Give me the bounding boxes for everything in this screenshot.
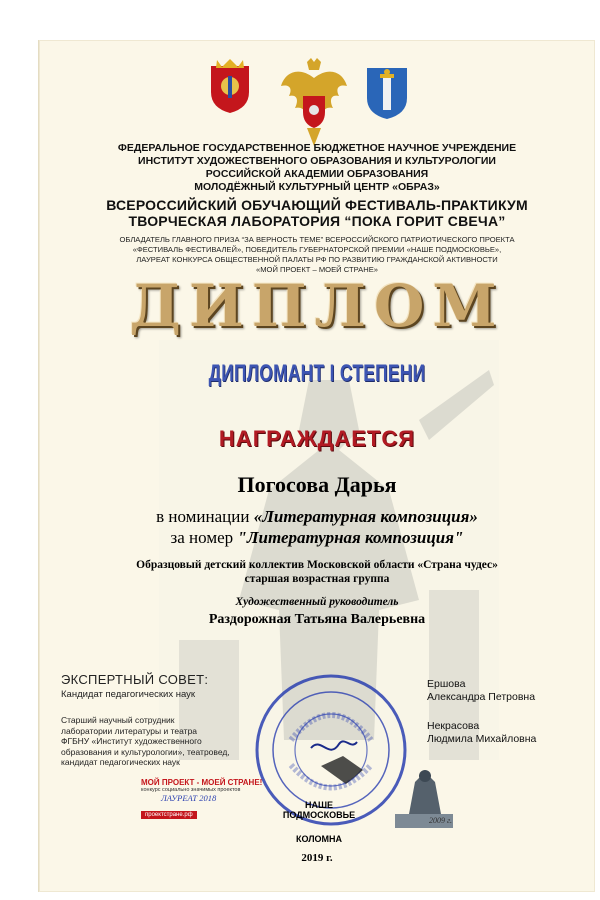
nomination-line [39, 507, 595, 527]
member2-title-line: образования и культурологии», театровед, [61, 746, 230, 757]
leader-label: Художественный руководитель [235, 596, 399, 608]
institution-line: МОЛОДЁЖНЫЙ КУЛЬТУРНЫЙ ЦЕНТР «ОБРАЗ» [194, 181, 440, 193]
member2-title-line: Старший научный сотрудник [61, 715, 175, 725]
festival-line: ТВОРЧЕСКАЯ ЛАБОРАТОРИЯ “ПОКА ГОРИТ СВЕЧА” [128, 213, 506, 229]
nomination-prefix: в номинации [156, 507, 250, 526]
recipient-name: Погосова Дарья [237, 472, 397, 497]
project-logo-laureate: ЛАУРЕАТ 2018 [161, 793, 217, 803]
festival-title [39, 197, 595, 229]
member1-given-names: Александра Петровна [427, 690, 536, 703]
city-label: КОЛОМНА [295, 834, 343, 844]
collective-name: Образцовый детский коллектив Московской области «Страна чудес» [136, 559, 498, 571]
awards-line: ОБЛАДАТЕЛЬ ГЛАВНОГО ПРИЗА “ЗА ВЕРНОСТЬ ТЕМЕ” ВСЕРОССИЙСКОГО ПАТРИОТИЧЕСКОГО ПРОЕКТА [119, 235, 515, 244]
awards-block [39, 235, 595, 275]
awards-line: «ФЕСТИВАЛЬ ФЕСТИВАЛЕЙ», ПОБЕДИТЕЛЬ ГУБЕРНАТОРСКОЙ ПРЕМИИ «НАШЕ ПОДМОСКОВЬЕ», [132, 245, 502, 254]
diploma-sheet [38, 40, 595, 892]
podmoskovie-line: ПОДМОСКОВЬЕ [282, 810, 356, 820]
podmoskovie-line: НАШЕ [304, 800, 334, 810]
member2-surname: Некрасова [427, 720, 480, 732]
issue-year: 2019 г. [301, 852, 333, 864]
institution-block [39, 142, 595, 194]
council-member1-title: Кандидат педагогических наук [61, 689, 196, 700]
emblems-row [39, 58, 595, 148]
nomination-value: «Литературная композиция» [253, 507, 478, 526]
number-value: "Литературная композиция" [237, 528, 464, 547]
my-project-logo [141, 778, 262, 821]
awarded-label: НАГРАЖДАЕТСЯ [218, 426, 416, 451]
council-title: ЭКСПЕРТНЫЙ СОВЕТ: [61, 672, 209, 687]
number-prefix: за номер [170, 528, 234, 547]
collective-group: старшая возрастная группа [244, 573, 390, 585]
member2-title-line: лаборатории литературы и театра [61, 725, 198, 736]
institution-line: ИНСТИТУТ ХУДОЖЕСТВЕННОГО ОБРАЗОВАНИЯ И КУЛЬТУРОЛОГИИ [138, 155, 496, 167]
member1-surname: Ершова [427, 678, 466, 690]
member2-title-line: кандидат педагогических наук [61, 757, 180, 767]
institution-line: РОССИЙСКОЙ АКАДЕМИИ ОБРАЗОВАНИЯ [205, 168, 429, 180]
awards-line: «МОЙ ПРОЕКТ – МОЕЙ СТРАНЕ» [256, 265, 378, 274]
degree-label: ДИПЛОМАНТ I СТЕПЕНИ [208, 360, 426, 387]
collective-block [39, 558, 595, 586]
council-member2-titles [61, 715, 230, 768]
member2-given-names: Людмила Михайловна [427, 732, 537, 745]
podmoskovie-logo [249, 800, 389, 844]
project-logo-subtitle: конкурс социально значимых проектов [141, 787, 241, 793]
council-member2-name [427, 720, 536, 745]
number-line [39, 528, 595, 548]
diploma-title: ДИПЛОМ [129, 272, 505, 340]
institution-line: ФЕДЕРАЛЬНОЕ ГОСУДАРСТВЕННОЕ БЮДЖЕТНОЕ НАУЧНОЕ УЧРЕЖДЕНИЕ [117, 142, 517, 154]
member2-title-line: ФГБНУ «Институт художественного [61, 736, 202, 746]
festival-line: ВСЕРОССИЙСКИЙ ОБУЧАЮЩИЙ ФЕСТИВАЛЬ-ПРАКТИКУМ [106, 197, 528, 213]
leader-name: Раздорожная Татьяна Валерьевна [208, 612, 426, 627]
statue-year: 2009 г. [429, 816, 453, 825]
council-member1-name [427, 678, 535, 703]
project-logo-site: проектстране.рф [141, 811, 197, 819]
moscow-region-emblem [207, 58, 253, 114]
awards-line: ЛАУРЕАТ КОНКУРСА ОБЩЕСТВЕННОЙ ПАЛАТЫ РФ ПО РАЗВИТИЮ ГРАЖДАНСКОЙ АКТИВНОСТИ [136, 255, 498, 264]
russia-coat-of-arms [279, 58, 349, 148]
project-logo-title: МОЙ ПРОЕКТ - МОЕЙ СТРАНЕ! [141, 778, 263, 787]
kolomna-emblem [365, 66, 409, 120]
